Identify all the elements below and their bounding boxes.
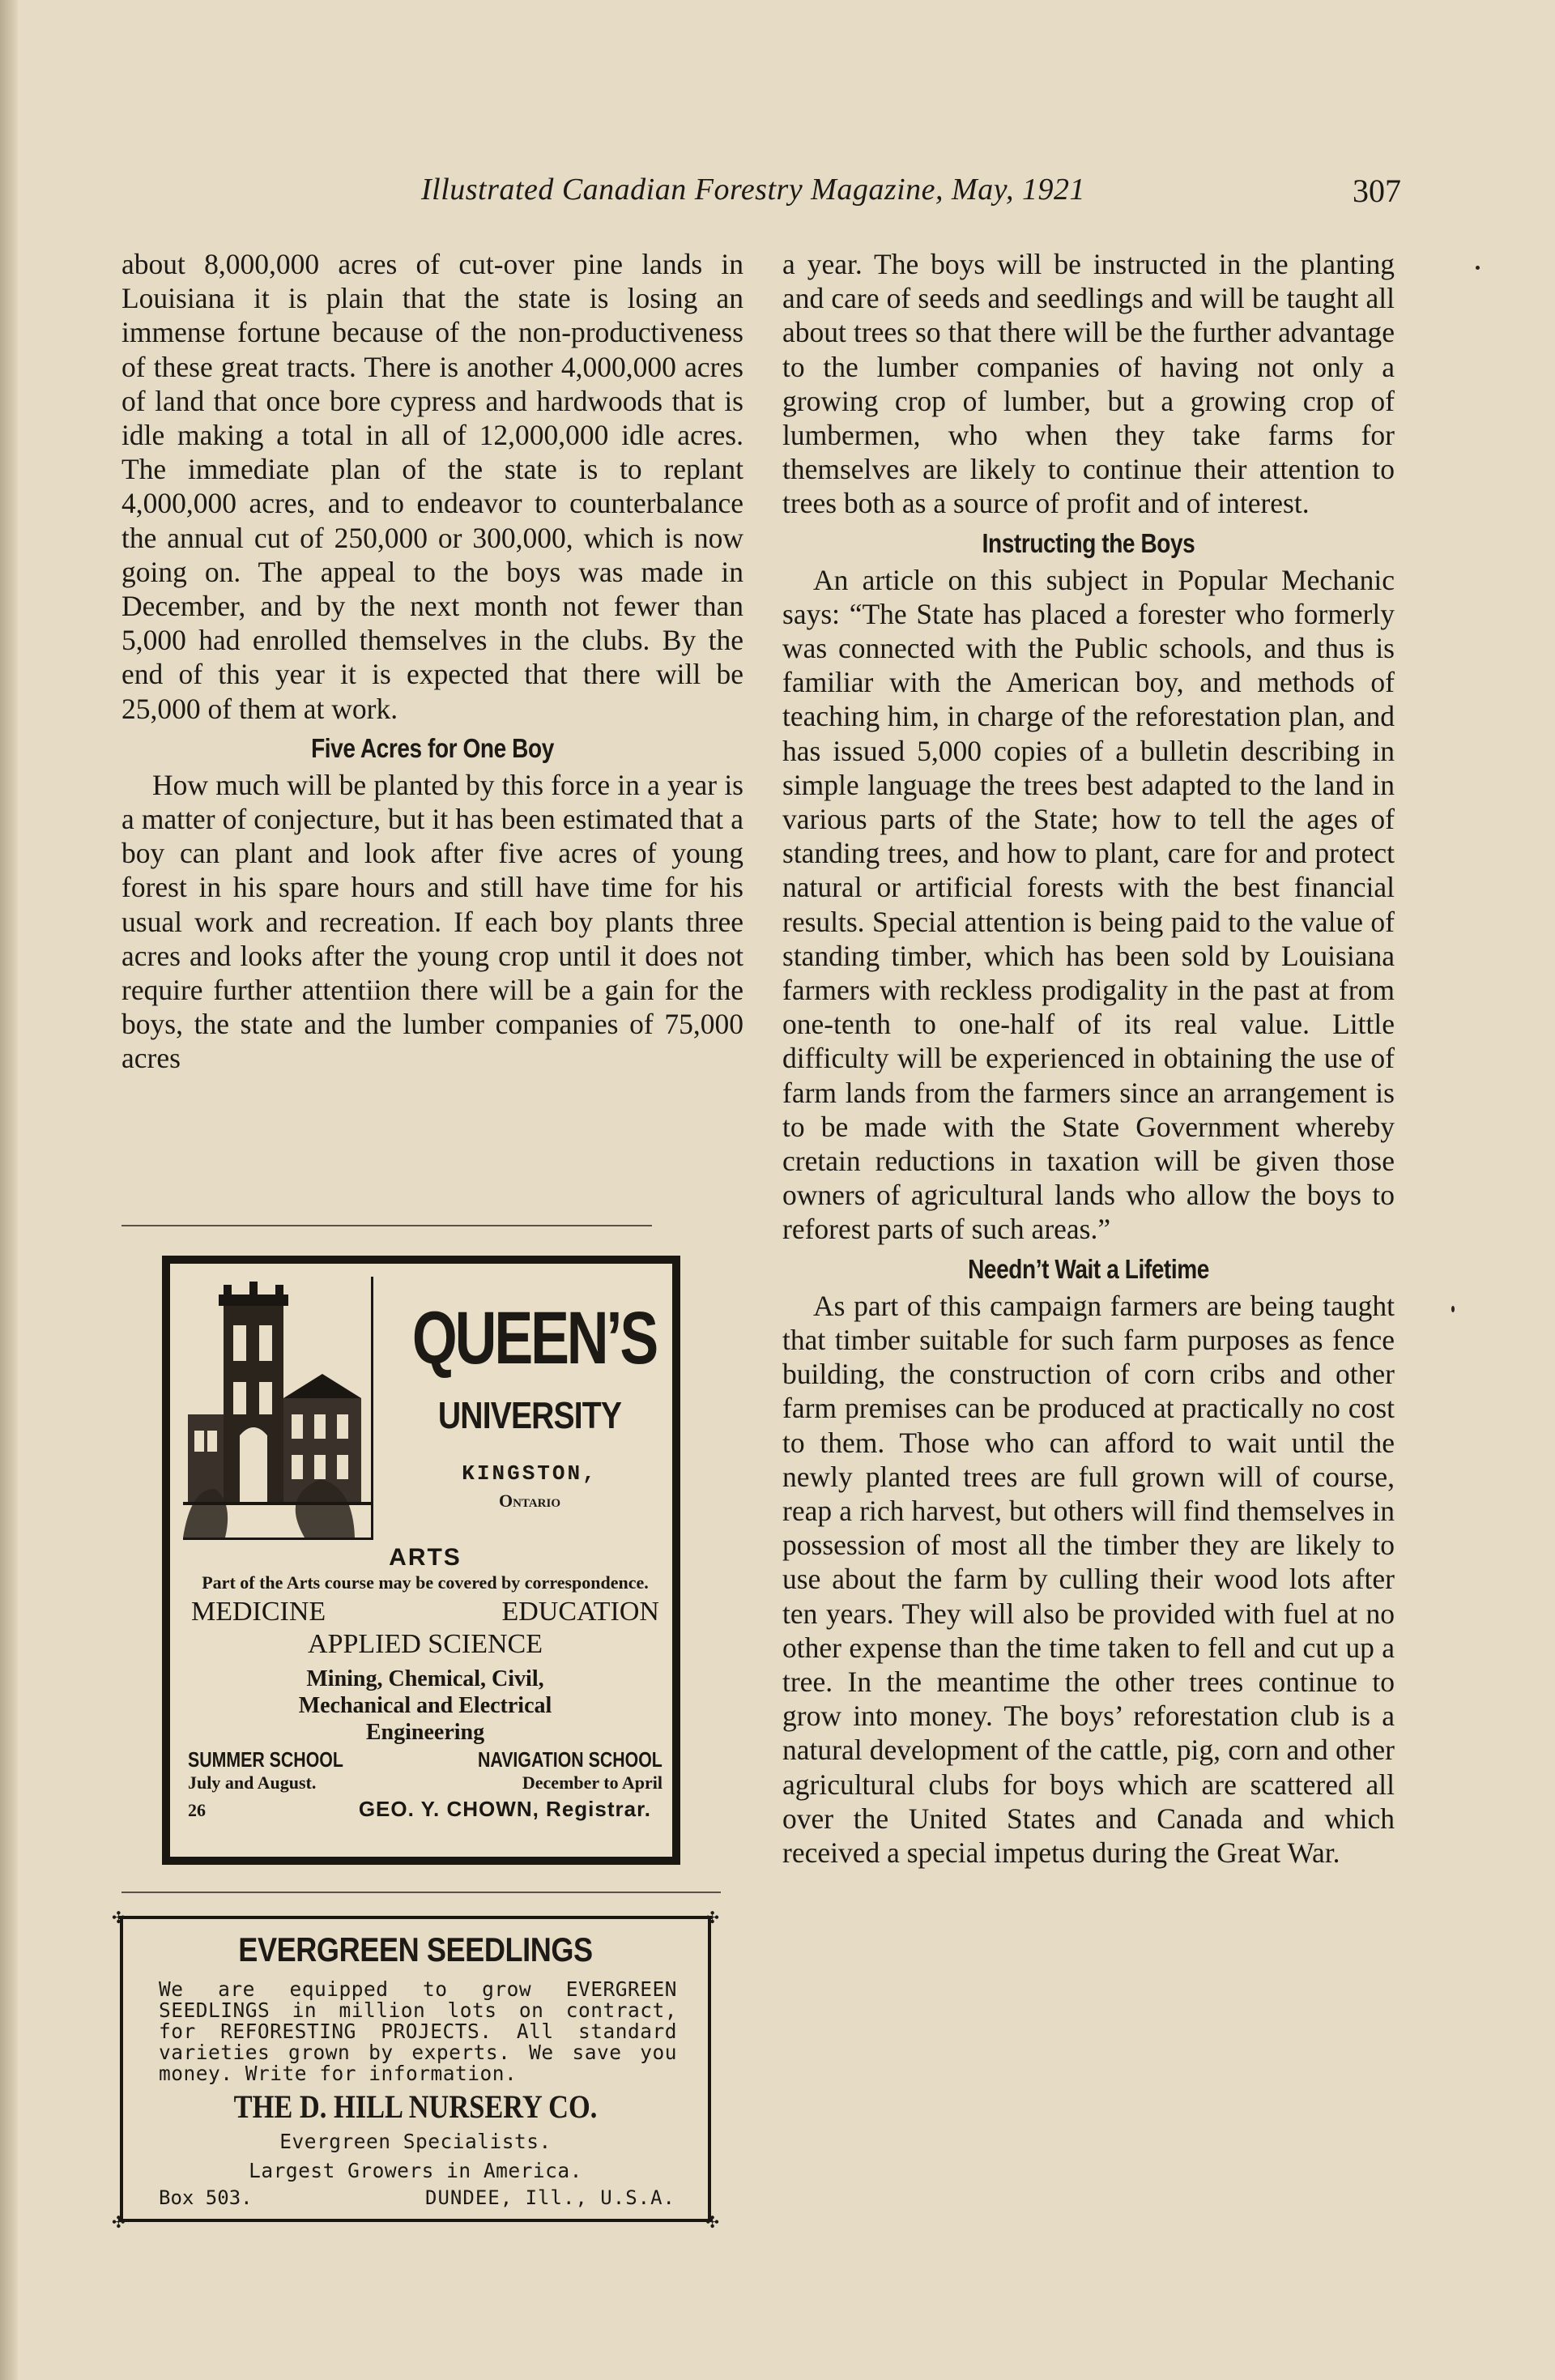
nursery-box: Box 503. (159, 2186, 253, 2209)
nursery-specialists: Evergreen Specialists. (279, 2130, 552, 2153)
engineering-line: Mechanical and Electrical (298, 1693, 552, 1718)
engineering-line: Engineering (365, 1720, 485, 1745)
border-line (118, 2219, 713, 2222)
queens-province: Ontario (498, 1491, 560, 1511)
section-heading: Instructing the Boys (982, 527, 1195, 558)
ad-rule (121, 1892, 721, 1893)
nursery-largest: Largest Growers in America. (249, 2159, 582, 2182)
paragraph: How much will be planted by this force in a year is a matter of conjecture, but it has been estimated that a boy can plant and look after five acres of young forest in his spare hours and still have time for his usual work and recreation. If each boy plants three acres and looks after the young crop until it does not require further attentiion there will be a gain for the boys, the state and the lumber companies of 75,000 acres (121, 768, 743, 1075)
corner-ornament-icon: ✣ (705, 1908, 719, 1927)
queens-program-list (183, 1542, 667, 1822)
column-rule (121, 1225, 652, 1226)
corner-ornament-icon: ✣ (112, 1908, 126, 1927)
paragraph: about 8,000,000 acres of cut-over pine lands in Louisiana it is plain that the state is losing an immense fortune because of the non-productiveness of these great tracts. There is another 4,000,000 acres of land that once bore cypress and hardwoods that is idle making a total in all of 12,000,000 idle acres. The immediate plan of the state is to replant 4,000,000 acres, and to endeavor to counterbalance the annual cut of 250,000 or 300,000, which is now going on. The appeal to the boys was made in December, and by the next month not fewer than 5,000 had enrolled themselves in the clubs. By the end of this year it is expected that there will be 25,000 of them at work. (121, 248, 743, 725)
education-label: EDUCATION (501, 1597, 659, 1627)
school-dates-row (183, 1772, 667, 1794)
summer-dates: July and August. (188, 1772, 317, 1793)
applied-science-label: APPLIED SCIENCE (308, 1629, 543, 1659)
navigation-dates: December to April (522, 1772, 662, 1793)
evergreen-seedlings-ad (112, 1908, 719, 2232)
page-number: 307 (1353, 173, 1401, 209)
summer-school-label: SUMMER SCHOOL (188, 1747, 343, 1772)
queens-name: QUEEN’S (411, 1297, 657, 1380)
page-header (121, 172, 1401, 220)
corner-ornament-icon: ✣ (112, 2212, 126, 2232)
evergreen-title: EVERGREEN SEEDLINGS (238, 1930, 593, 1968)
running-title: Illustrated Canadian Forestry Magazine, May, 1921 (421, 173, 1085, 207)
arts-label: ARTS (389, 1544, 462, 1571)
ad-number: 26 (188, 1800, 206, 1820)
school-row (183, 1746, 667, 1772)
nursery-name: THE D. HILL NURSERY CO. (233, 2088, 598, 2125)
engineering-line: Mining, Chemical, Civil, (306, 1666, 544, 1691)
arts-note: Part of the Arts course may be covered by correspondence. (202, 1572, 649, 1593)
border-line (118, 1916, 713, 1919)
left-column (121, 247, 743, 1076)
paragraph: As part of this campaign farmers are being taught that timber suitable for such farm purposes as fence building, the construction of corn cribs and other farm premises can be produced at practically no cost to them. Those who can afford to wait until the newly planted trees are full grown will of course, reap a rich harvest, but others will find themselves in possession of most all the timber they are likely to use about the farm by culling their wood lots after ten years. They will also be provided with fuel at no other expense than the time taken to fell and cut up a tree. In the meantime the other trees continue to grow into money. The boys’ reforestation club is a natural development of the cattle, pig, corn and other agricultural clubs for boys which are scattered all over the United States and Canada and which received a special impetus during the Great War. (782, 1289, 1395, 1869)
section-heading: Five Acres for One Boy (311, 732, 554, 763)
queens-city: KINGSTON, (462, 1461, 598, 1486)
page-gutter-shadow (0, 0, 18, 2380)
program-row (183, 1593, 667, 1628)
paragraph: An article on this subject in Popular Mechanic says: “The State has placed a forester who formerly was connected with the Public schools, and thus is familiar with the American boy, and methods of teaching him, in charge of the reforestation plan, and has issued 5,000 copies of a bulletin describing in simple language the trees best adapted to the land in various parts of the State; how to tell the ages of standing trees, and how to plant, care for and protect natural or artificial forests with the best financial results. Special attention is being paid to the value of standing timber, which has been sold by Louisiana farmers with reckless prodigality in the past at from one-tenth to one-half of its real value. Little difficulty will be experienced in obtaining the use of farm lands from the farmers since an arrangement is to be made with the State Government whereby cretain reductions in taxation will be given those owners of agricultural lands who allow the boys to reforest parts of such areas.” (782, 563, 1395, 1246)
navigation-school-label: NAVIGATION SCHOOL (478, 1747, 662, 1772)
right-column (782, 247, 1395, 1870)
registrar-row (183, 1794, 667, 1822)
medicine-label: MEDICINE (191, 1597, 326, 1627)
nursery-address: DUNDEE, Ill., U.S.A. (425, 2186, 675, 2209)
corner-ornament-icon: ✣ (705, 2212, 719, 2232)
queens-university-word: UNIVERSITY (437, 1394, 622, 1436)
paragraph: a year. The boys will be instructed in the planting and care of seeds and seedlings and will be taught all about trees so that there will be the further advantage to the lumber companies of having not only a growing crop of lumber, but a growing crop of lumbermen, who when they take farms for themselves are likely to continue their attention to trees both as a source of profit and of interest. (782, 248, 1395, 520)
paper-speck (1451, 1306, 1455, 1312)
evergreen-text: We are equipped to grow EVERGREEN SEEDLINGS in million lots on contract, for REFORESTING PROJECTS. All standard varieties grown by experts. We save you money. Write for information. (159, 1977, 677, 2085)
paper-speck (1476, 266, 1480, 270)
university-building-illustration (183, 1277, 373, 1540)
section-heading: Needn’t Wait a Lifetime (968, 1253, 1209, 1284)
registrar-name: GEO. Y. CHOWN, Registrar. (358, 1797, 651, 1821)
queens-university-ad (162, 1256, 680, 1865)
